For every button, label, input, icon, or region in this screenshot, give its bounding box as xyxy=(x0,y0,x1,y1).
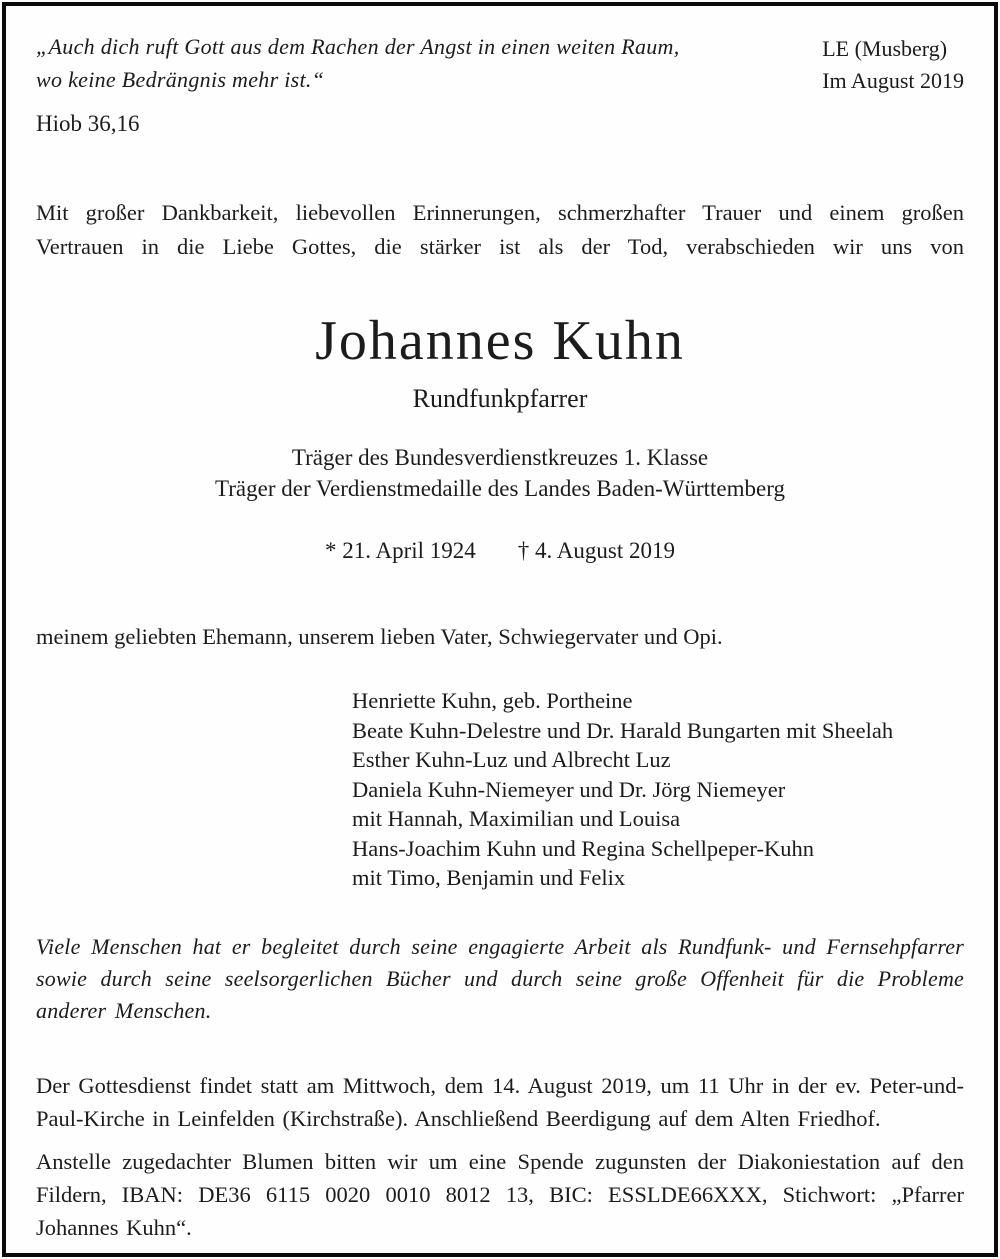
life-dates xyxy=(36,534,964,568)
mourner-line: mit Timo, Benjamin und Felix xyxy=(352,865,626,890)
scripture-quote-line-2: wo keine Bedrängnis mehr ist.“ xyxy=(36,67,325,92)
honor-line: Träger des Bundesverdienstkreuzes 1. Klasse xyxy=(291,445,709,470)
donation-paragraph: Anstelle zugedachter Blumen bitten wir um eine Spende zugunsten der Diakoniestation auf den Fildern, IBAN: DE36 6115 0020 0010 8012 13, BIC: ESSLDE66XXX, Stichwort: „Pfarrer Johannes Kuhn“. xyxy=(36,1148,964,1240)
honor-line: Träger der Verdienstmedaille des Landes Baden-Württemberg xyxy=(215,476,785,501)
notice-location: LE (Musberg) xyxy=(822,36,948,61)
death-date: † 4. August 2019 xyxy=(517,538,675,563)
mourners-list xyxy=(352,686,964,893)
notice-meta xyxy=(822,30,964,97)
scripture-reference: Hiob 36,16 xyxy=(36,111,140,136)
mourner-line: Esther Kuhn-Luz und Albrecht Luz xyxy=(352,747,671,772)
mourner-line: Henriette Kuhn, geb. Portheine xyxy=(352,688,633,713)
birth-date: * 21. April 1924 xyxy=(325,538,476,563)
mourner-line: Beate Kuhn-Delestre und Dr. Harald Bungarten mit Sheelah xyxy=(352,717,894,743)
header-row xyxy=(36,30,964,97)
service-paragraph: Der Gottesdienst findet statt am Mittwoch, dem 14. August 2019, um 11 Uhr in der ev. Peter-und-Paul-Kirche in Leinfelden (Kirchstraße). Anschließend Beerdigung auf dem Alten Friedhof. xyxy=(36,1072,964,1131)
scripture-quote xyxy=(36,30,680,96)
deceased-name: Johannes Kuhn xyxy=(315,310,685,372)
deceased-title: Rundfunkpfarrer xyxy=(412,384,588,413)
mourner-line: Daniela Kuhn-Niemeyer und Dr. Jörg Niemeyer xyxy=(352,776,786,802)
scripture-quote-line-1: „Auch dich ruft Gott aus dem Rachen der Angst in einen weiten Raum, xyxy=(36,34,680,59)
honors-list xyxy=(36,442,964,504)
tribute-paragraph: Viele Menschen hat er begleitet durch seine engagierte Arbeit als Rundfunk- und Fernsehpfarrer sowie durch seine seelsorgerlichen Bücher und durch seine große Offenheit für die Probleme anderer Menschen. xyxy=(36,933,964,1023)
dedication-line: meinem geliebten Ehemann, unserem lieben Vater, Schwiegervater und Opi. xyxy=(36,624,723,649)
mourner-line: Hans-Joachim Kuhn und Regina Schellpeper-Kuhn xyxy=(352,835,814,861)
notice-date: Im August 2019 xyxy=(822,68,964,93)
mourner-line: mit Hannah, Maximilian und Louisa xyxy=(352,806,681,831)
intro-paragraph: Mit großer Dankbarkeit, liebevollen Erinnerungen, schmerzhafter Trauer und einem großen Vertrauen in die Liebe Gottes, die stärker ist als der Tod, verabschieden wir uns von xyxy=(36,200,964,259)
